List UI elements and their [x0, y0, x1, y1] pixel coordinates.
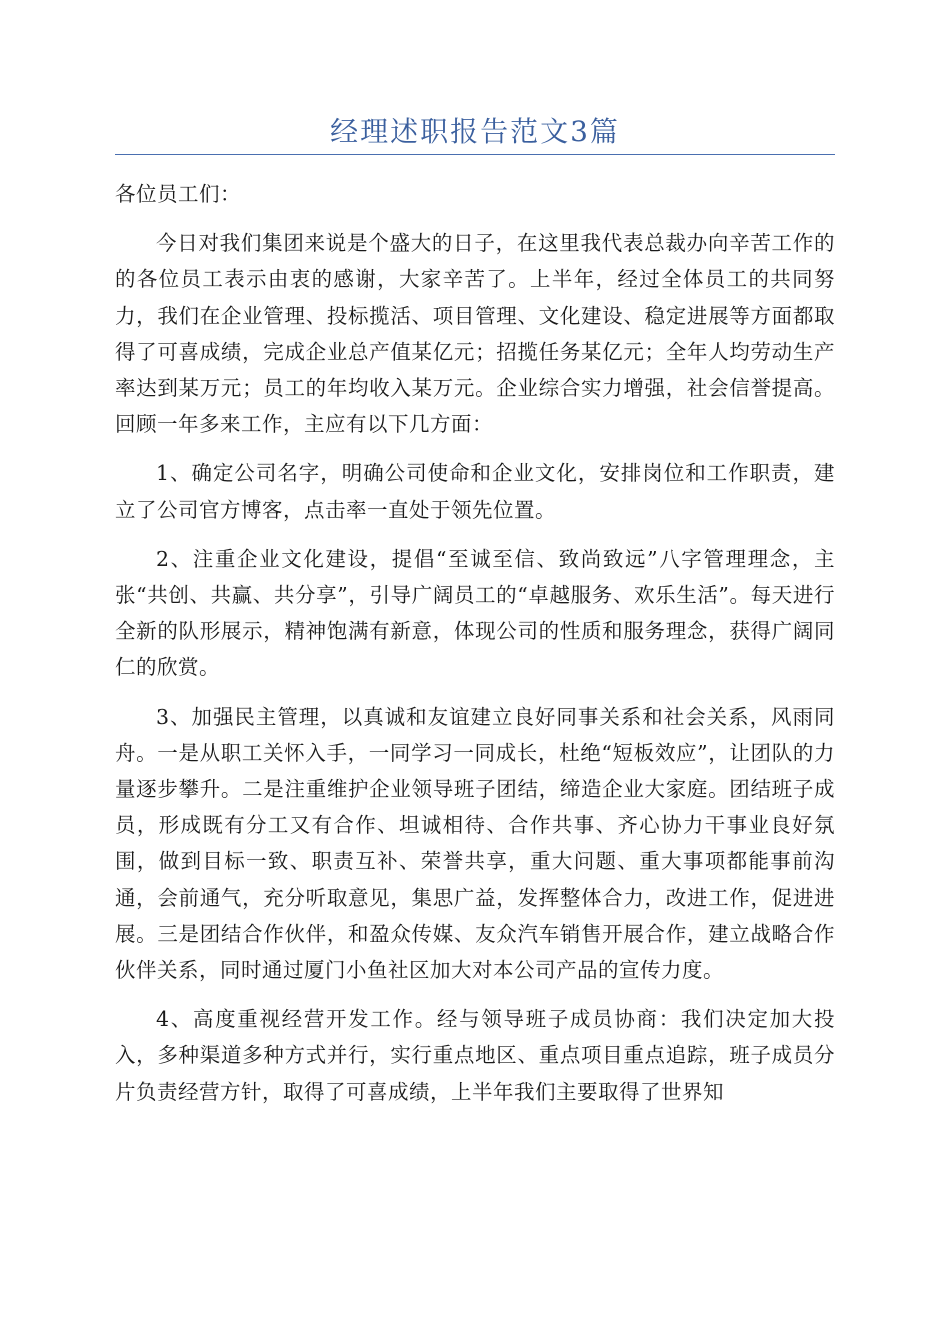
paragraph-item-1: 1、确定公司名字，明确公司使命和企业文化，安排岗位和工作职责，建立了公司官方博客，点击率一直处于领先位置。 [115, 461, 835, 522]
greeting: 各位员工们： [115, 182, 241, 206]
paragraph-intro: 今日对我们集团来说是个盛大的日子，在这里我代表总裁办向辛苦工作的的各位员工表示由衷的感谢，大家辛苦了。上半年，经过全体员工的共同努力，我们在企业管理、投标揽活、项目管理、文化建设、稳定进展等方面都取得了可喜成绩，完成企业总产值某亿元；招揽任务某亿元；全年人均劳动生产率达到某万元；员工的年均收入某万元。企业综合实力增强，社会信誉提高。回顾一年多来工作，主应有以下几方面： [115, 231, 835, 437]
document-body [115, 176, 835, 1123]
document-title: 经理述职报告范文3篇 [330, 115, 620, 148]
paragraph-item-2: 2、注重企业文化建设，提倡“至诚至信、致尚致远”八字管理理念，主张“共创、共赢、共分享”，引导广阔员工的“卓越服务、欢乐生活”。每天进行全新的队形展示，精神饱满有新意，体现公司的性质和服务理念，获得广阔同仁的欣赏。 [115, 546, 835, 680]
paragraph-item-4: 4、高度重视经营开发工作。经与领导班子成员协商：我们决定加大投入，多种渠道多种方式并行，实行重点地区、重点项目重点追踪，班子成员分片负责经营方针，取得了可喜成绩，上半年我们主要取得了世界知 [115, 1007, 835, 1104]
paragraph-item-3: 3、加强民主管理，以真诚和友谊建立良好同事关系和社会关系，风雨同舟。一是从职工关怀入手，一同学习一同成长，杜绝“短板效应”，让团队的力量逐步攀升。二是注重维护企业领导班子团结，缔造企业大家庭。团结班子成员，形成既有分工又有合作、坦诚相待、合作共事、齐心协力干事业良好氛围，做到目标一致、职责互补、荣誉共享，重大问题、重大事项都能事前沟通，会前通气，充分听取意见，集思广益，发挥整体合力，改进工作，促进进展。三是团结合作伙伴，和盈众传媒、友众汽车销售开展合作，建立战略合作伙伴关系，同时通过厦门小鱼社区加大对本公司产品的宣传力度。 [115, 704, 835, 983]
title-underline [115, 154, 835, 155]
